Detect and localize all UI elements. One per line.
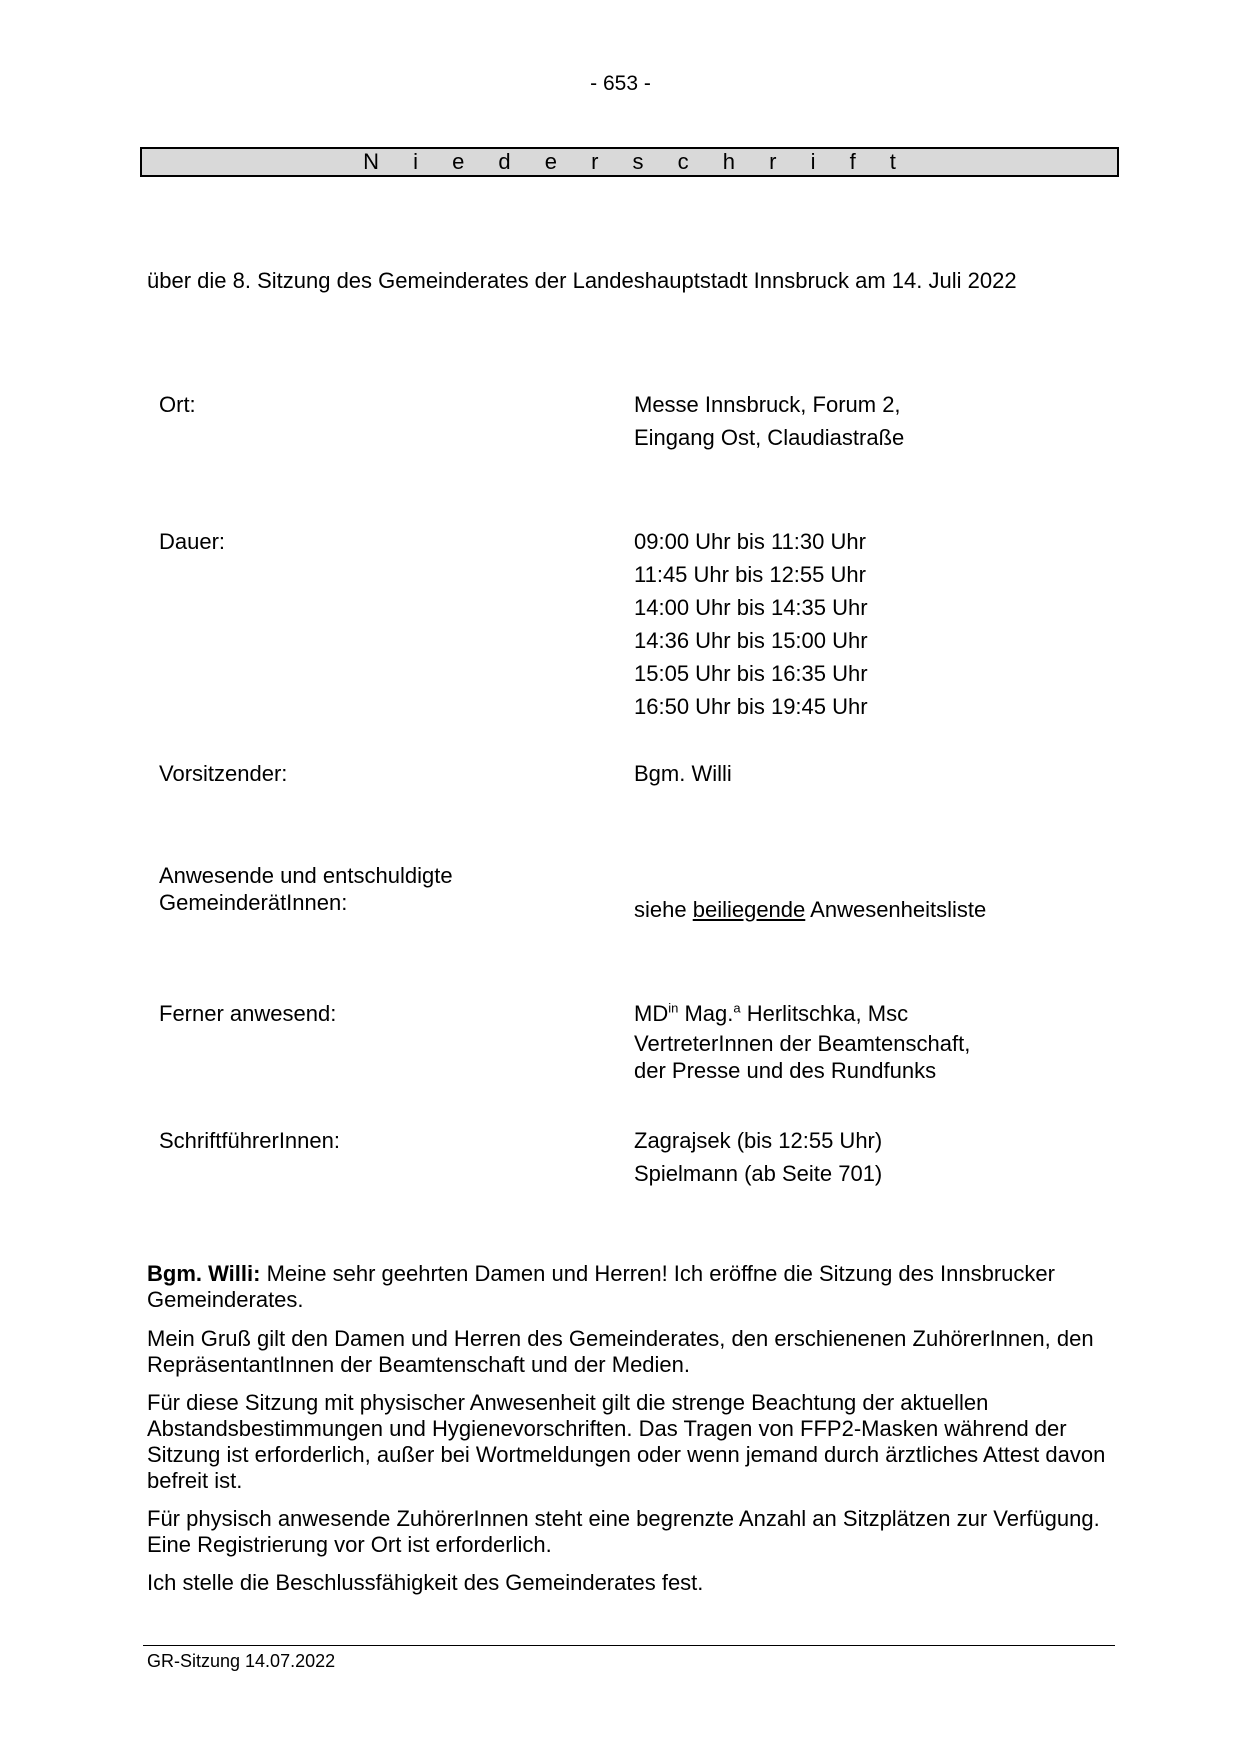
- mag-text: Mag.: [678, 1001, 734, 1026]
- footer-rule: [143, 1645, 1115, 1646]
- anwesend-value-post: Anwesenheitsliste: [805, 897, 987, 922]
- speech-text: Meine sehr geehrten Damen und Herren! Ich eröffne die Sitzung des Innsbrucker Gemeinderates.: [147, 1261, 1055, 1312]
- ort-line: Eingang Ost, Claudiastraße: [634, 425, 905, 450]
- schrift-line: Zagrajsek (bis 12:55 Uhr): [634, 1128, 883, 1153]
- intro-line: über die 8. Sitzung des Gemeinderates der Landeshauptstadt Innsbruck am 14. Juli 2022: [147, 268, 1017, 293]
- dauer-line: 16:50 Uhr bis 19:45 Uhr: [634, 694, 868, 719]
- anwesend-value: [634, 893, 986, 926]
- schrift-label: SchriftführerInnen:: [159, 1128, 340, 1153]
- ferner-line-3: der Presse und des Rundfunks: [634, 1058, 937, 1083]
- dauer-value: [634, 525, 868, 723]
- speaker-name: Bgm. Willi:: [147, 1261, 261, 1286]
- ort-line: Messe Innsbruck, Forum 2,: [634, 392, 901, 417]
- document-title-box: [140, 147, 1119, 177]
- anwesend-label: [159, 862, 453, 916]
- speech-paragraph-4: Für physisch anwesende ZuhörerInnen steht eine begrenzte Anzahl an Sitzplätzen zur Verfügung. Eine Registrierung vor Ort ist erforderlich.: [147, 1506, 1100, 1557]
- speech-paragraph-1: [147, 1261, 1123, 1313]
- mag-sup: a: [733, 1000, 741, 1016]
- document-title: N i e d e r s c h r i f t: [363, 149, 910, 174]
- ferner-line-1: [634, 997, 970, 1030]
- speech-paragraph-2: Mein Gruß gilt den Damen und Herren des Gemeinderates, den erschienenen ZuhörerInnen, den RepräsentantInnen der Beamtenschaft und der Medien.: [147, 1326, 1094, 1377]
- vorsitz-label: Vorsitzender:: [159, 761, 288, 786]
- md-sup: in: [668, 1000, 679, 1016]
- anwesend-value-pre: siehe: [634, 897, 693, 922]
- dauer-line: 15:05 Uhr bis 16:35 Uhr: [634, 661, 868, 686]
- schrift-value: [634, 1124, 882, 1190]
- dauer-label: Dauer:: [159, 529, 226, 554]
- dauer-line: 09:00 Uhr bis 11:30 Uhr: [634, 529, 866, 554]
- anwesend-value-underlined: beiliegende: [692, 897, 806, 922]
- speech-paragraph-5: Ich stelle die Beschlussfähigkeit des Gemeinderates fest.: [147, 1570, 704, 1595]
- dauer-line: 14:00 Uhr bis 14:35 Uhr: [634, 595, 868, 620]
- ferner-value: [634, 997, 970, 1084]
- vorsitz-value: Bgm. Willi: [634, 761, 732, 786]
- ferner-line-2: VertreterInnen der Beamtenschaft,: [634, 1031, 971, 1056]
- anwesend-label-line: GemeinderätInnen:: [159, 890, 348, 915]
- page-number: - 653 -: [590, 72, 651, 95]
- footer-text: GR-Sitzung 14.07.2022: [147, 1651, 336, 1671]
- ferner-name: Herlitschka, Msc: [740, 1001, 909, 1026]
- md-text: MD: [634, 1001, 669, 1026]
- speech-paragraph-3: Für diese Sitzung mit physischer Anwesenheit gilt die strenge Beachtung der aktuellen Abstandsbestimmungen und Hygienevorschriften. Das Tragen von FFP2-Masken während der Sitzung ist erforderlich, außer bei Wortmeldungen oder wenn jemand durch ärztliches Attest davon befreit ist.: [147, 1390, 1106, 1493]
- dauer-line: 14:36 Uhr bis 15:00 Uhr: [634, 628, 868, 653]
- ferner-label: Ferner anwesend:: [159, 1001, 337, 1026]
- ort-value: [634, 388, 904, 454]
- anwesend-label-line: Anwesende und entschuldigte: [159, 863, 453, 888]
- dauer-line: 11:45 Uhr bis 12:55 Uhr: [634, 562, 866, 587]
- ort-label: Ort:: [159, 392, 196, 417]
- schrift-line: Spielmann (ab Seite 701): [634, 1161, 883, 1186]
